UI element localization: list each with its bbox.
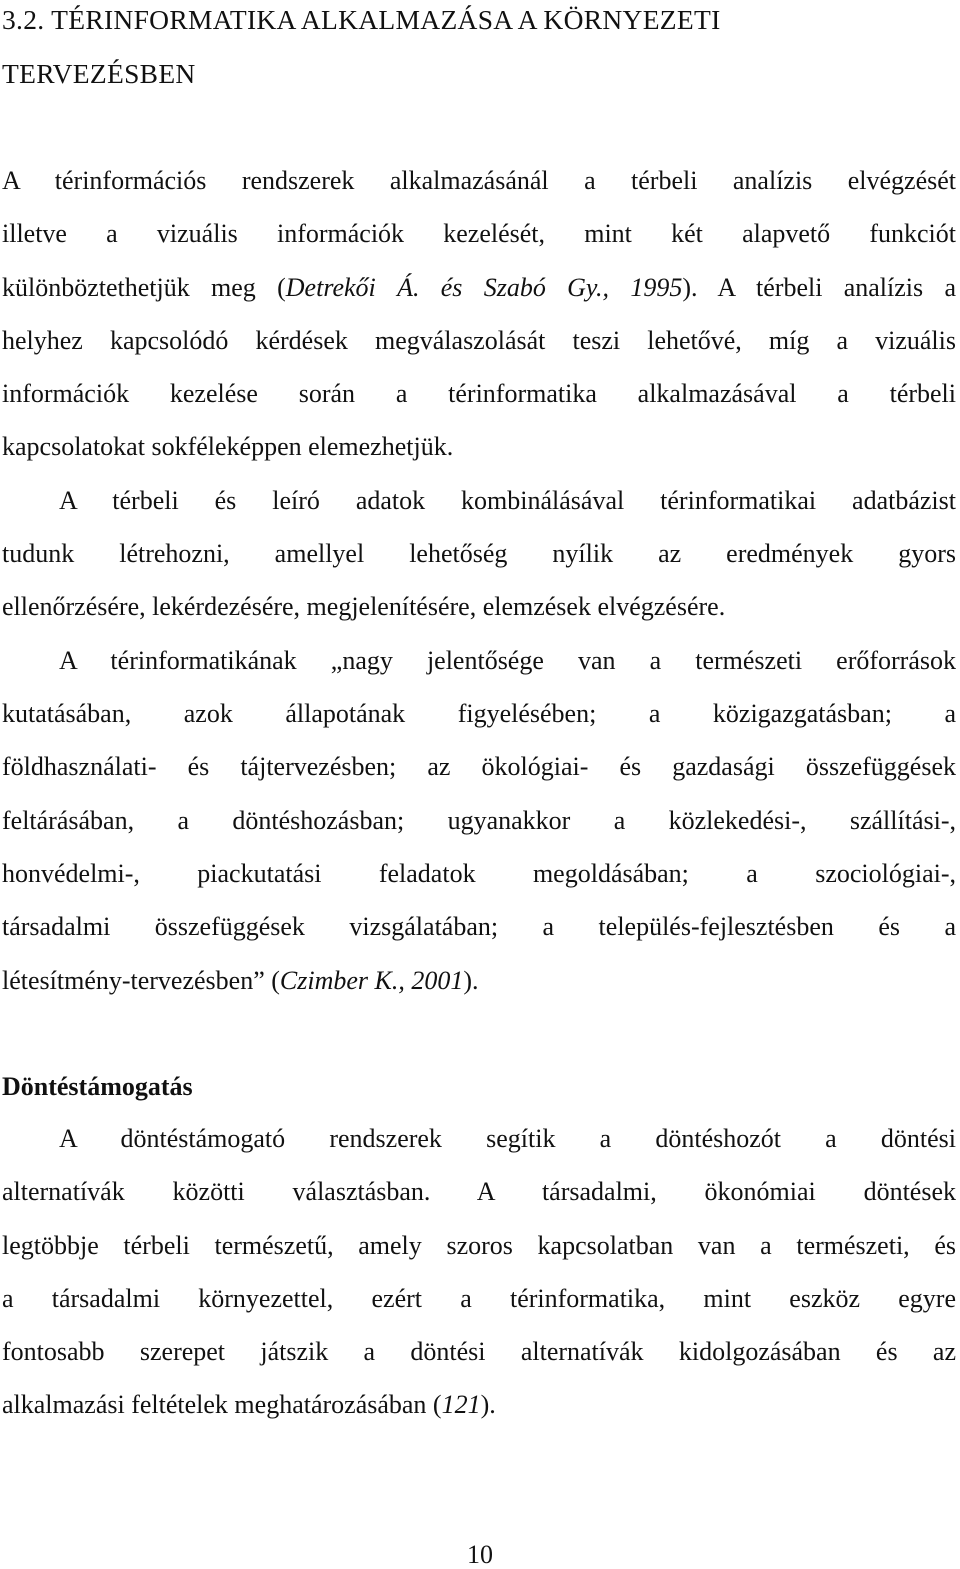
paragraph-1-line-3-text-post: ). A térbeli analízis a [682,273,956,302]
subsection-title: Döntéstámogatás [2,1072,193,1101]
paragraph-4-line-6-text-pre: alkalmazási feltételek meghatározásában ( [2,1390,442,1419]
paragraph-3-line-7-text-pre: létesítmény-tervezésben” ( [2,966,280,995]
paragraph-1-line-4: helyhez kapcsolódó kérdések megválaszolását teszi lehetővé, míg a vizuális [2,326,956,355]
page-number: 10 [467,1540,493,1569]
paragraph-3-line-2: kutatásában, azok állapotának figyelésében; a közigazgatásban; a [2,699,956,728]
paragraph-3-line-1: A térinformatikának „nagy jelentősége van a természeti erőforrások [59,646,956,675]
paragraph-4-line-4: a társadalmi környezettel, ezért a térinformatika, mint eszköz egyre [2,1284,956,1313]
paragraph-1-line-6: kapcsolatokat sokféleképpen elemezhetjük. [2,432,454,461]
section-heading-line-2: TERVEZÉSBEN [2,58,196,89]
paragraph-1-line-5: információk kezelése során a térinformatika alkalmazásával a térbeli [2,379,956,408]
paragraph-2-line-3: ellenőrzésére, lekérdezésére, megjelenítésére, elemzések elvégzésére. [2,592,726,621]
paragraph-4-line-1: A döntéstámogató rendszerek segítik a döntéshozót a döntési [59,1124,956,1153]
paragraph-1-line-3 [2,275,956,301]
paragraph-4-line-6 [2,1392,956,1418]
paragraph-3-line-7-text-post: ). [463,966,479,995]
paragraph-4-line-6-text-post: ). [480,1390,496,1419]
citation-reference-121: 121 [441,1390,481,1419]
section-heading-line-1: 3.2. TÉRINFORMATIKA ALKALMAZÁSA A KÖRNYEZETI [2,4,721,35]
citation-detrekoi-szabo: Detrekői Á. és Szabó Gy., 1995 [285,273,683,302]
paragraph-3-line-3: földhasználati- és tájtervezésben; az ökológiai- és gazdasági összefüggések [2,752,956,781]
citation-czimber: Czimber K., 2001 [279,966,464,995]
paragraph-3-line-4: feltárásában, a döntéshozásban; ugyanakkor a közlekedési-, szállítási-, [2,806,956,835]
paragraph-1-line-1: A térinformációs rendszerek alkalmazásánál a térbeli analízis elvégzését [2,166,956,195]
paragraph-1-line-3-text-pre: különböztethetjük meg ( [2,273,286,302]
paragraph-4-line-3: legtöbbje térbeli természetű, amely szoros kapcsolatban van a természeti, és [2,1231,956,1260]
paragraph-3-line-6: társadalmi összefüggések vizsgálatában; a település-fejlesztésben és a [2,912,956,941]
paragraph-3-line-5: honvédelmi-, piackutatási feladatok megoldásában; a szociológiai-, [2,859,956,888]
paragraph-1-line-2: illetve a vizuális információk kezelését, mint két alapvető funkciót [2,219,956,248]
paragraph-2-line-1: A térbeli és leíró adatok kombinálásával térinformatikai adatbázist [59,486,956,515]
paragraph-2-line-2: tudunk létrehozni, amellyel lehetőség nyílik az eredmények gyors [2,539,956,568]
paragraph-4-line-2: alternatívák közötti választásban. A társadalmi, ökonómiai döntések [2,1177,956,1206]
paragraph-3-line-7 [2,968,956,994]
paragraph-4-line-5: fontosabb szerepet játszik a döntési alternatívák kidolgozásában és az [2,1337,956,1366]
